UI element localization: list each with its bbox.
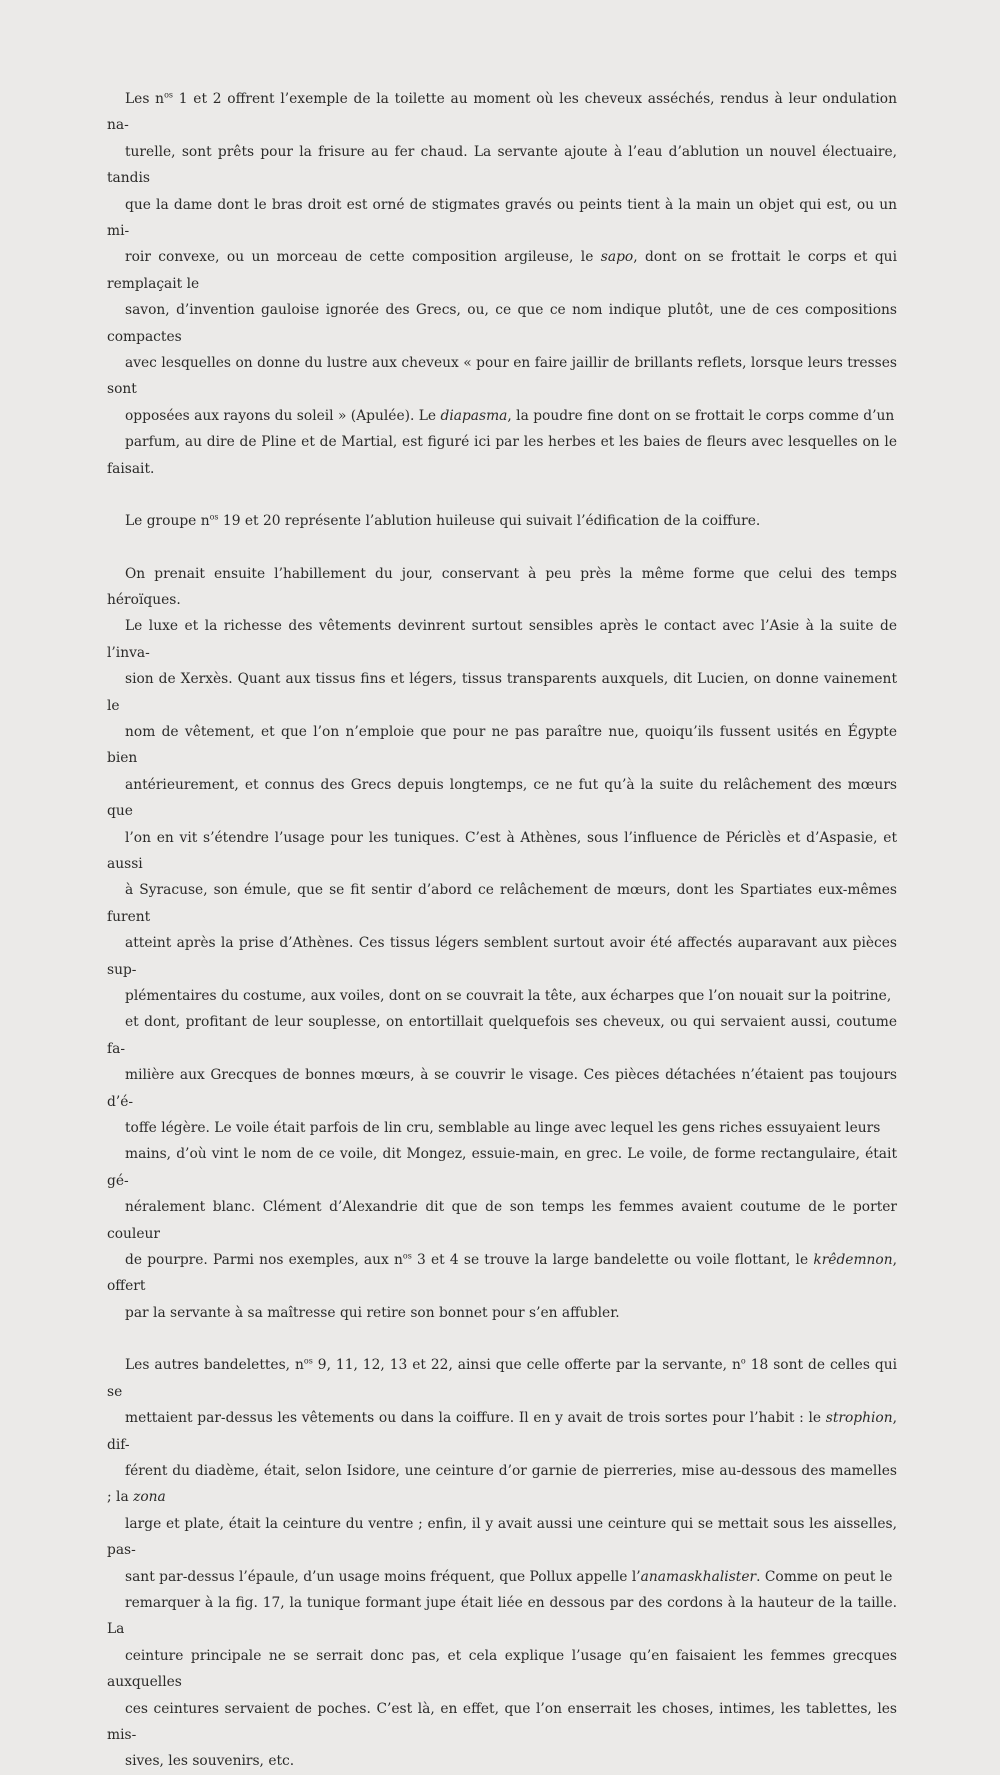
number-superscript: o — [740, 1356, 746, 1366]
text-line — [107, 1352, 897, 1405]
text-run: nom de vêtement, et que l’on n’emploie que pour ne pas paraître nue, quoiqu’ils fussent usités en Égypte bien — [107, 723, 897, 767]
text-line — [107, 877, 897, 930]
text-run: roir convexe, ou un morceau de cette composition argileuse, le — [125, 249, 601, 266]
text-line — [107, 1009, 897, 1062]
text-line — [107, 1300, 897, 1326]
text-line — [107, 1405, 897, 1458]
text-run: ceinture principale ne se serrait donc pas, et cela explique l’usage qu’en faisaient les femmes grecques auxquelles — [107, 1647, 897, 1691]
text-run: 3 et 4 se trouve la large bandelette ou voile flottant, le — [411, 1252, 814, 1269]
text-line — [107, 86, 897, 139]
text-run: Le groupe n — [125, 513, 210, 530]
text-run: mains, d’où vint le nom de ce voile, dit Mongez, essuie-main, en grec. Le voile, de forme rectangulaire, était gé- — [107, 1146, 897, 1189]
text-line — [107, 297, 897, 350]
text-line — [107, 719, 897, 772]
text-run: , dif- — [107, 1410, 897, 1453]
text-line — [107, 244, 897, 297]
text-line — [107, 1564, 897, 1590]
text-run: que la dame dont le bras droit est orné de stigmates gravés ou peints tient à la main un objet qui est, ou un mi- — [107, 196, 897, 240]
text-line — [107, 1590, 897, 1643]
text-run: antérieurement, et connus des Grecs depuis longtemps, ce ne fut qu’à la suite du relâchement des mœurs que — [107, 776, 897, 820]
text-run: plémentaires du costume, aux voiles, dont on se couvrait la tête, aux écharpes que l’on nouait sur la poitrine, — [125, 988, 892, 1004]
text-line — [107, 930, 897, 983]
text-run: à Syracuse, son émule, que se fit sentir d’abord ce relâchement de mœurs, dont les Spartiates eux-mêmes furent — [107, 882, 897, 925]
text-run: remarquer à la fig. 17, la tunique formant jupe était liée en dessous par des cordons à la hauteur de la taille. La — [107, 1594, 897, 1638]
text-run: néralement blanc. Clément d’Alexandrie dit que de son temps les femmes avaient coutume de le porter couleur — [107, 1199, 897, 1242]
number-superscript: os — [303, 1356, 313, 1366]
text-line — [107, 1247, 897, 1300]
text-run: par la servante à sa maîtresse qui retire son bonnet pour s’en affubler. — [125, 1304, 620, 1321]
paragraph — [107, 508, 897, 534]
text-line — [107, 1062, 897, 1115]
number-superscript: os — [164, 90, 173, 100]
text-run: férent du diadème, était, selon Isidore, une ceinture d’or garnie de pierreries, mise au-dessous des mamelles ; la — [107, 1462, 897, 1506]
text-run: Les autres bandelettes, n — [125, 1357, 304, 1374]
text-line — [107, 1115, 897, 1141]
text-run: large et plate, était la ceinture du ventre ; enfin, il y avait aussi une ceinture qui se mettait sous les aisselles, pas- — [107, 1515, 897, 1559]
text-run: sives, les souvenirs, etc. — [125, 1753, 295, 1770]
text-run: Les n — [125, 91, 165, 107]
text-run: et dont, profitant de leur souplesse, on entortillait quelquefois ses cheveux, ou qui servaient aussi, coutume fa- — [107, 1014, 897, 1057]
text-run: Le luxe et la richesse des vêtements devinrent surtout sensibles après le contact avec l’Asie à la suite de l’inva- — [107, 618, 897, 661]
text-line — [107, 666, 897, 719]
text-run: sant par-dessus l’épaule, d’un usage moins fréquent, que Pollux appelle l’ — [125, 1568, 641, 1585]
text-line — [107, 1748, 897, 1774]
text-run: parfum, au dire de Pline et de Martial, est figuré ici par les herbes et les baies de fleurs avec lesquelles on le faisait. — [107, 434, 897, 477]
text-run: 19 et 20 représente l’ablution huileuse qui suivait l’édification de la coiffure. — [218, 513, 761, 530]
text-line — [107, 1511, 897, 1564]
text-run: , dont on se frottait le corps et qui remplaçait le — [107, 249, 897, 292]
text-run: toffe légère. Le voile était parfois de lin cru, semblable au linge avec lequel les gens riches essuyaient leurs — [125, 1120, 881, 1137]
text-line — [107, 1141, 897, 1194]
paragraph — [107, 86, 897, 482]
text-run: . Comme on peut le — [756, 1568, 893, 1585]
text-run: ces ceintures servaient de poches. C’est là, en effet, que l’on enserrait les choses, intimes, les tablettes, les mis- — [107, 1700, 897, 1743]
text-line — [107, 350, 897, 403]
text-line — [107, 429, 897, 482]
text-run: 9, 11, 12, 13 et 22, ainsi que celle offerte par la servante, n — [312, 1357, 741, 1374]
paragraph — [107, 1352, 897, 1775]
text-line — [107, 825, 897, 878]
text-line — [107, 1194, 897, 1247]
text-run: 18 sont de celles qui se — [107, 1357, 897, 1400]
text-line — [107, 561, 897, 614]
italic-term: sapo — [600, 249, 634, 266]
text-run: sion de Xerxès. Quant aux tissus fins et légers, tissus transparents auxquels, dit Lucien, on donne vainement le — [107, 671, 897, 714]
text-run: opposées aux rayons du soleil » (Apulée). Le — [125, 407, 441, 424]
text-line — [107, 139, 897, 192]
text-run: On prenait ensuite l’habillement du jour, conservant à peu près la même forme que celui des temps héroïques. — [107, 565, 897, 608]
text-line — [107, 613, 897, 666]
italic-term: strophion — [825, 1410, 893, 1427]
text-run: savon, d’invention gauloise ignorée des Grecs, ou, ce que ce nom indique plutôt, une de ces compositions compactes — [107, 302, 897, 345]
text-run: mettaient par-dessus les vêtements ou dans la coiffure. Il en y avait de trois sortes pour l’habit : le — [125, 1410, 826, 1427]
text-run: , la poudre fine dont on se frottait le corps comme d’un — [507, 407, 895, 424]
italic-term: zona — [133, 1489, 166, 1506]
text-line — [107, 508, 897, 534]
italic-term: anamaskhalister — [640, 1568, 757, 1585]
text-run: milière aux Grecques de bonnes mœurs, à se couvrir le visage. Ces pièces détachées n’étaient pas toujours d’é- — [107, 1067, 897, 1110]
text-line — [107, 983, 897, 1009]
text-run: 1 et 2 offrent l’exemple de la toilette au moment où les cheveux asséchés, rendus à leur ondulation na- — [107, 91, 897, 134]
number-superscript: os — [209, 512, 219, 522]
italic-term: diapasma — [440, 407, 508, 424]
text-line — [107, 1643, 897, 1696]
text-run: l’on en vit s’étendre l’usage pour les tuniques. C’est à Athènes, sous l’influence de Périclès et d’Aspasie, et aussi — [107, 829, 897, 872]
text-line — [107, 403, 897, 429]
number-superscript: os — [402, 1251, 412, 1261]
paragraph — [107, 561, 897, 1327]
text-run: , offert — [107, 1252, 897, 1295]
text-run: avec lesquelles on donne du lustre aux cheveux « pour en faire jaillir de brillants reflets, lorsque leurs tresses sont — [107, 355, 897, 398]
text-run: atteint après la prise d’Athènes. Ces tissus légers semblent surtout avoir été affectés auparavant aux pièces sup- — [107, 935, 897, 978]
text-line — [107, 192, 897, 245]
text-line — [107, 1458, 897, 1511]
text-run: de pourpre. Parmi nos exemples, aux n — [125, 1252, 403, 1269]
text-run: turelle, sont prêts pour la frisure au fer chaud. La servante ajoute à l’eau d’ablution un nouvel électuaire, tandis — [107, 143, 897, 187]
body-text — [107, 86, 897, 1775]
italic-term: krêdemnon — [813, 1252, 893, 1269]
text-line — [107, 772, 897, 825]
text-line — [107, 1696, 897, 1749]
